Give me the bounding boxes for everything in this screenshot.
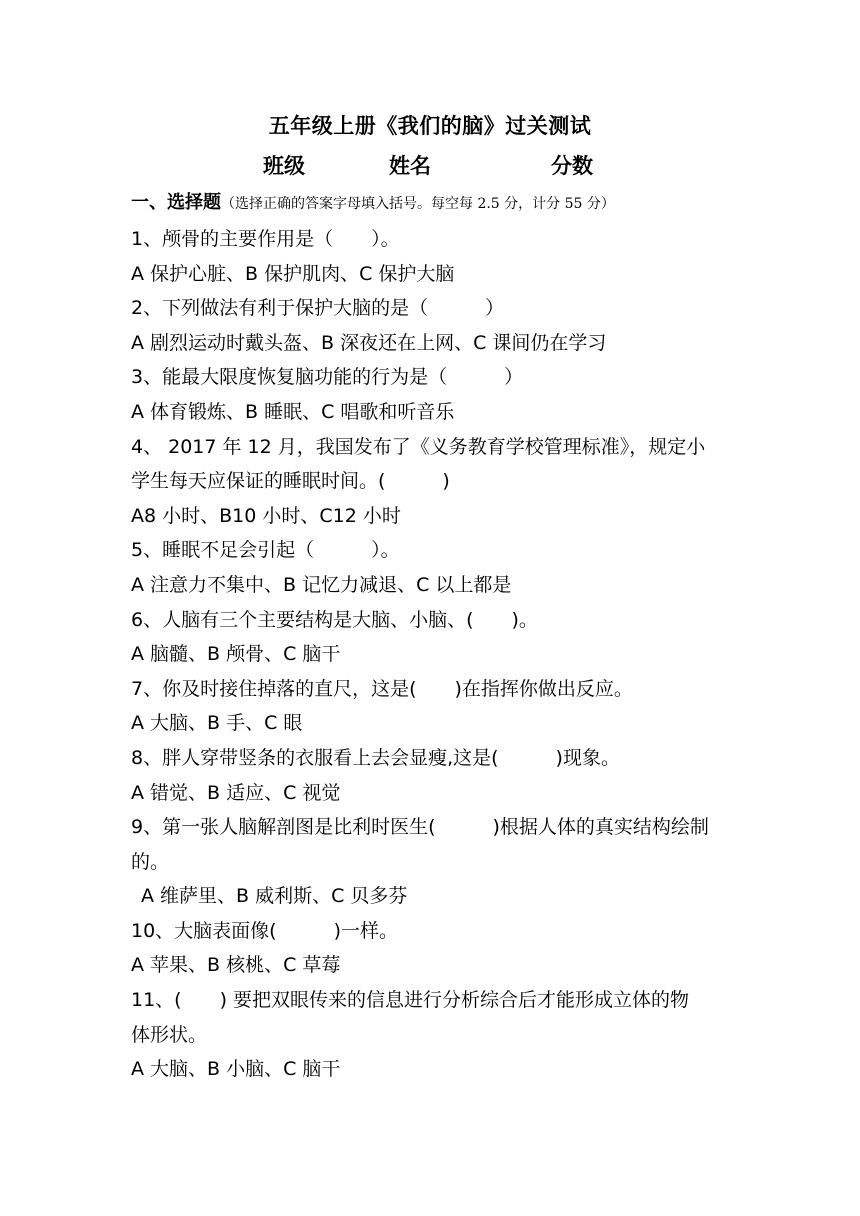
student-info-row <box>0 148 860 184</box>
question-9: 9、第一张人脑解剖图是比利时医生( )根据人体的真实结构绘制 <box>131 816 709 839</box>
question-6: 6、人脑有三个主要结构是大脑、小脑、( )。 <box>131 608 538 631</box>
section-title: 一、选择题 <box>131 192 221 213</box>
section-note: （选择正确的答案字母填入括号。每空每 2.5 分，计分 55 分） <box>221 196 615 212</box>
options-6: A 脑髓、B 颅骨、C 脑干 <box>131 643 341 666</box>
question-4: 4、 2017 年 12 月，我国发布了《义务教育学校管理标准》，规定小 <box>131 435 706 458</box>
question-11-continued: 体形状。 <box>131 1023 208 1046</box>
question-5: 5、睡眠不足会引起（ ）。 <box>131 539 400 562</box>
name-label: 姓名 <box>389 154 431 178</box>
question-8: 8、胖人穿带竖条的衣服看上去会显瘦,这是( )现象。 <box>131 746 620 769</box>
question-list <box>131 222 741 1087</box>
options-7: A 大脑、B 手、C 眼 <box>131 712 303 735</box>
question-4-continued: 学生每天应保证的睡眠时间。( ) <box>131 470 450 493</box>
question-2: 2、下列做法有利于保护大脑的是（ ） <box>131 297 505 320</box>
question-7: 7、你及时接住掉落的直尺，这是( )在指挥你做出反应。 <box>131 677 633 700</box>
question-10: 10、大脑表面像( )一样。 <box>131 919 399 942</box>
options-5: A 注意力不集中、B 记忆力减退、C 以上都是 <box>131 573 512 596</box>
options-10: A 苹果、B 核桃、C 草莓 <box>131 954 341 977</box>
question-1: 1、颅骨的主要作用是（ ）。 <box>131 228 400 250</box>
page-title: 五年级上册《我们的脑》过关测试 <box>268 114 592 138</box>
options-4: A8 小时、B10 小时、C12 小时 <box>131 504 401 527</box>
question-11: 11、( ) 要把双眼传来的信息进行分析综合后才能形成立体的物 <box>131 989 690 1012</box>
options-3: A 体育锻炼、B 睡眠、C 唱歌和听音乐 <box>131 400 455 423</box>
section-heading <box>131 188 771 219</box>
options-8: A 错觉、B 适应、C 视觉 <box>131 781 341 804</box>
score-label: 分数 <box>551 154 593 178</box>
options-9: A 维萨里、B 威利斯、C 贝多芬 <box>141 885 408 908</box>
question-3: 3、能最大限度恢复脑功能的行为是（ ） <box>131 366 524 389</box>
question-9-continued: 的。 <box>131 850 170 873</box>
class-label: 班级 <box>263 154 305 178</box>
options-2: A 剧烈运动时戴头盔、B 深夜还在上网、C 课间仍在学习 <box>131 331 607 354</box>
options-1: A 保护心脏、B 保护肌肉、C 保护大脑 <box>131 262 455 285</box>
options-11: A 大脑、B 小脑、C 脑干 <box>131 1058 341 1081</box>
